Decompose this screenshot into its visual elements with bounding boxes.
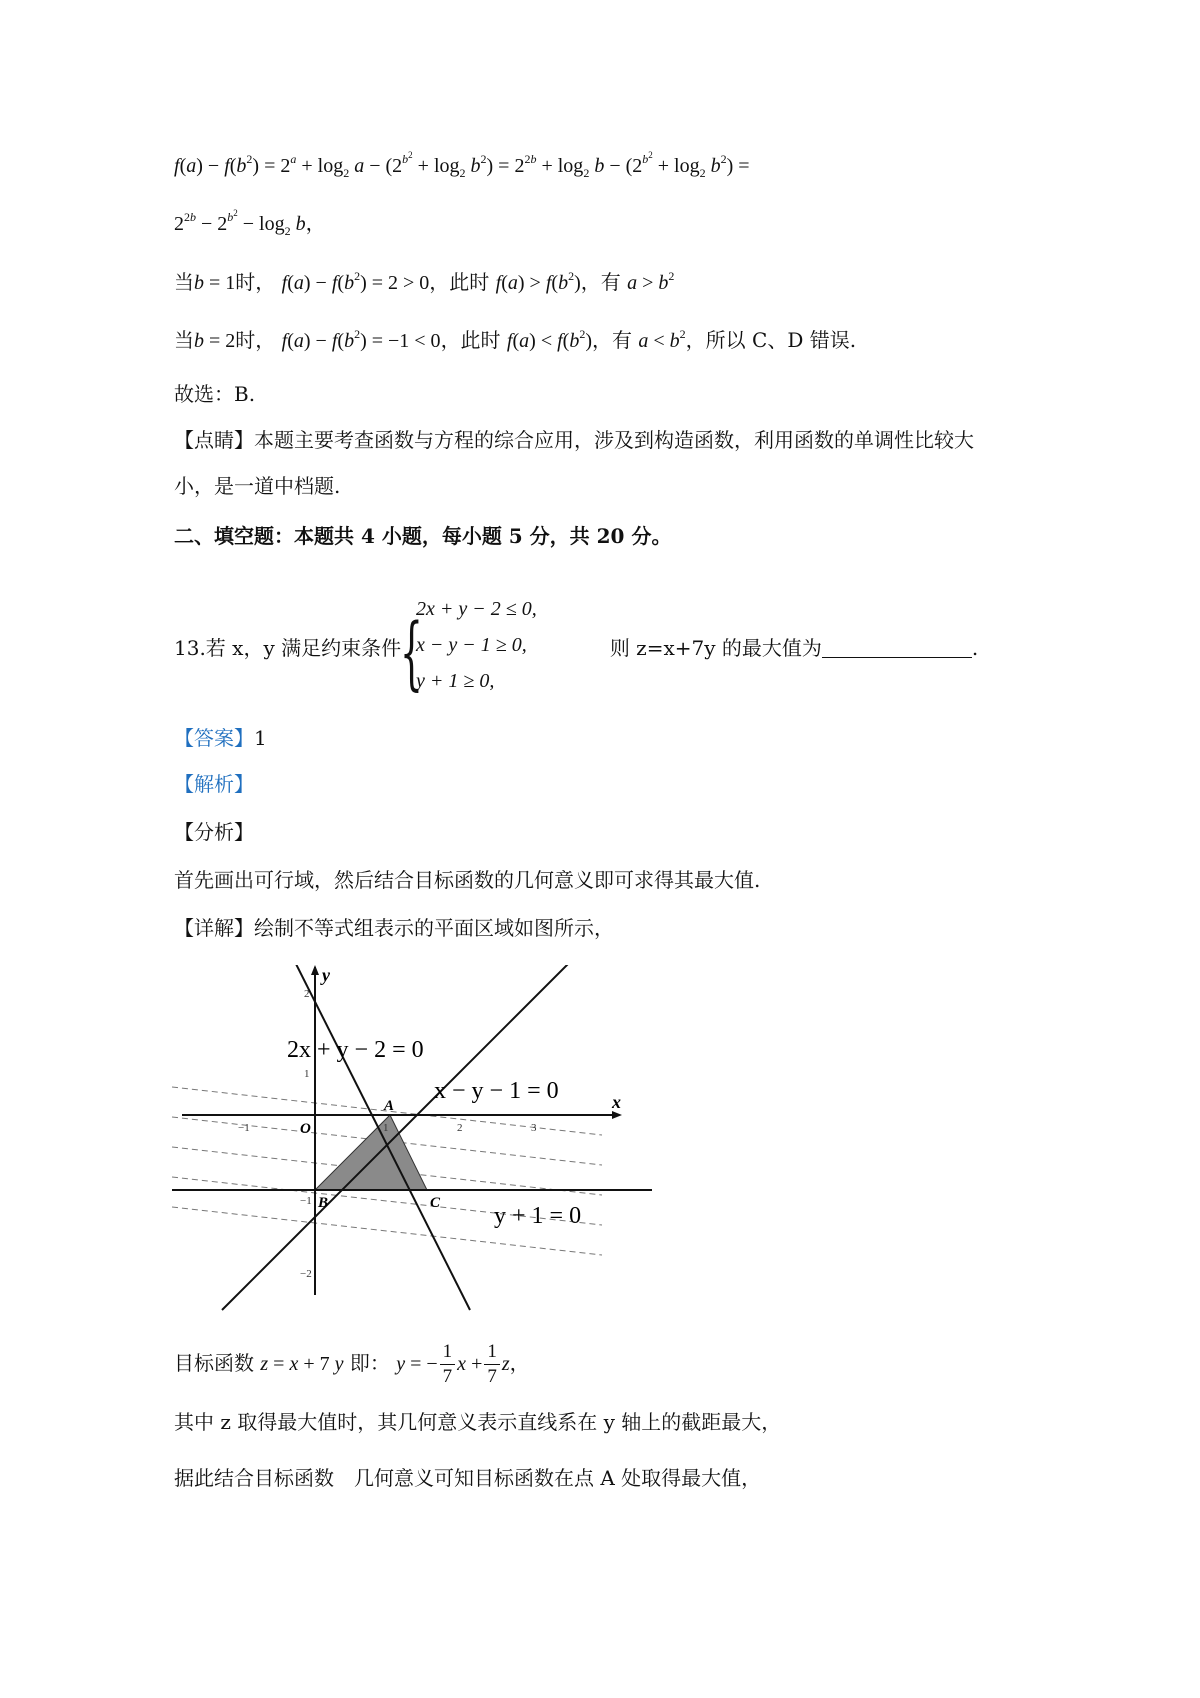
- choice-line: 故选：B.: [174, 382, 256, 406]
- constraint-3: y + 1 ≥ 0,: [416, 670, 495, 692]
- answer-value: 1: [254, 726, 267, 750]
- answer-label: 【答案】: [174, 726, 254, 750]
- tick-x-1: 1: [383, 1122, 389, 1134]
- remark-line-2: 小，是一道中档题.: [174, 474, 341, 498]
- point-c-label: C: [430, 1195, 441, 1211]
- point-b-label: B: [318, 1195, 329, 1211]
- explanation-line-2: 据此结合目标函数 几何意义可知目标函数在点 A 处取得最大值，: [174, 1466, 762, 1490]
- y-axis-arrow: [311, 965, 319, 975]
- tick-x-neg1: −1: [238, 1122, 250, 1134]
- tick-y-2: 2: [304, 988, 310, 1000]
- remark-line-1: 【点睛】本题主要考查函数与方程的综合应用，涉及到构造函数，利用函数的单调性比较大: [174, 428, 974, 452]
- solution-line-2: $2^{2b} - 2^{b^2} - \log_2 b$，: [174, 208, 326, 238]
- solution-line-4: 当b = 2时， $f(a) - f(b^2) = -1 < 0$，此时 $f(a) < f(b^2)$，有 $a < b^2$，所以 C、D 错误.: [174, 327, 857, 352]
- x-axis-arrow: [612, 1111, 622, 1119]
- analysis-label: 【解析】: [174, 772, 254, 796]
- question-13-suffix: 则 z=x+7y 的最大值为: [609, 636, 822, 660]
- equation-1-label: 2x + y − 2 = 0: [287, 1037, 424, 1063]
- fenxi-label: 【分析】: [174, 820, 254, 844]
- y-axis-label: y: [322, 965, 330, 985]
- constraint-brace: {: [400, 606, 423, 699]
- objective-function-line: 目标函数 z = x + 7 y 即： y = − $\frac{1}{7}$ x + $\frac{1}{7}$ z，: [174, 1341, 530, 1387]
- tick-y-neg1: −1: [300, 1195, 312, 1207]
- constraint-1: 2x + y − 2 ≤ 0,: [416, 598, 537, 620]
- fenxi-text: 首先画出可行域，然后结合目标函数的几何意义即可求得其最大值.: [174, 868, 761, 892]
- fraction-2: $\frac{1}{7}$: [484, 1340, 500, 1389]
- explanation-line-1: 其中 z 取得最大值时，其几何意义表示直线系在 y 轴上的截距最大，: [174, 1410, 782, 1434]
- tick-y-1: 1: [304, 1068, 310, 1080]
- tick-x-2: 2: [457, 1122, 463, 1134]
- feasible-region-figure: [172, 965, 652, 1320]
- question-13: 13.若 x，y 满足约束条件 则 z=x+7y 的最大值为 .: [174, 636, 979, 660]
- detail-line: 【详解】绘制不等式组表示的平面区域如图所示，: [174, 916, 614, 940]
- constraint-2: x − y − 1 ≥ 0,: [416, 634, 527, 656]
- equation-3-label: y + 1 = 0: [494, 1203, 582, 1229]
- answer-blank: [822, 637, 972, 658]
- origin-label: O: [300, 1121, 311, 1137]
- point-a-label: A: [384, 1098, 395, 1114]
- answer-line: [174, 724, 267, 752]
- question-13-prefix: 13.若 x，y 满足约束条件: [174, 636, 402, 660]
- tick-y-neg2: −2: [300, 1268, 312, 1280]
- section-heading: 二、填空题：本题共 4 小题，每小题 5 分，共 20 分。: [174, 524, 672, 548]
- feasible-region: [315, 1115, 427, 1190]
- equation-2-label: x − y − 1 = 0: [434, 1078, 559, 1104]
- solution-line-3: 当b = 1时， $f(a) - f(b^2) = 2 > 0$，此时 $f(a) > f(b^2)$，有 $a > b^2$: [174, 269, 675, 294]
- fraction-1: $\frac{1}{7}$: [440, 1340, 456, 1389]
- x-axis-label: x: [612, 1092, 621, 1112]
- tick-x-3: 3: [531, 1122, 537, 1134]
- solution-line-1: $f(a) - f(b^2) = 2^a + \log_2 a - (2^{b^2} + \log_2 b^2) = 2^{2b} + \log_2 b - (2^{b^2} + \log_2 b^2)$ =: [174, 150, 750, 180]
